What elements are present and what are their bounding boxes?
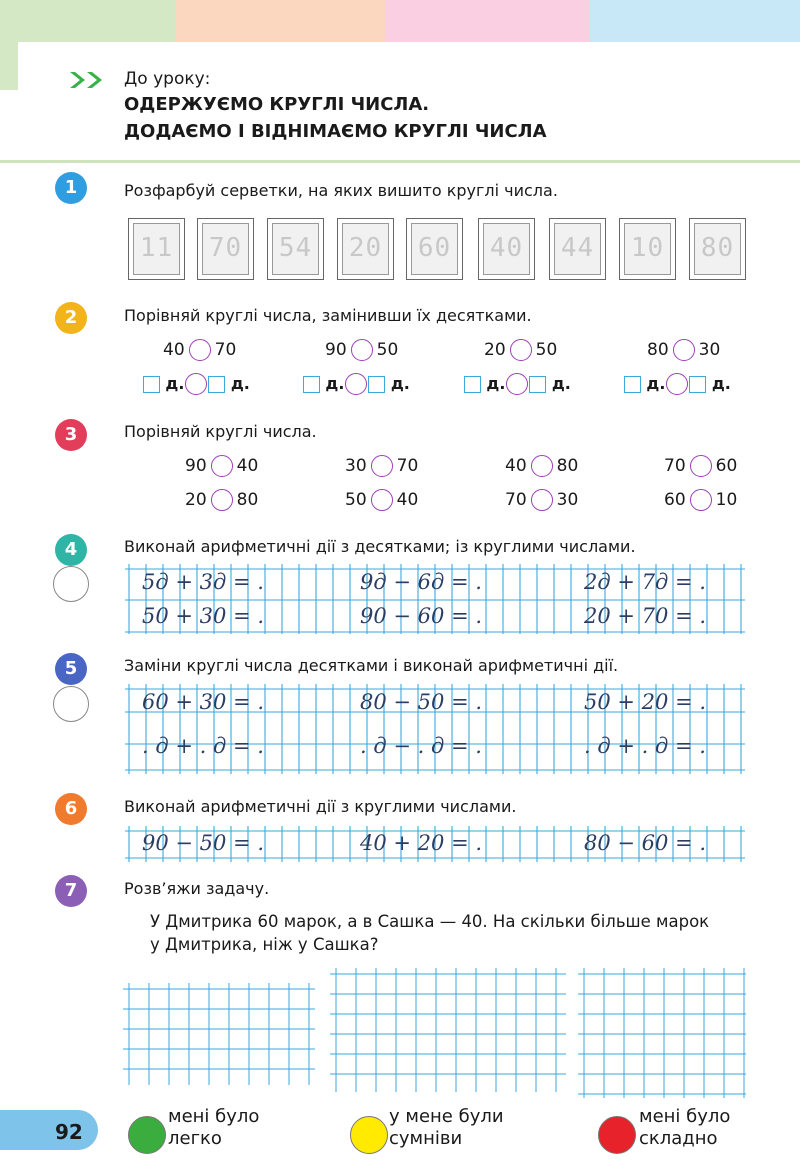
task-5-text: Заміни круглі числа десятками і виконай арифметичні дії. — [124, 656, 619, 675]
task-number-2: 2 — [55, 302, 87, 334]
compare-item: 20 50 — [484, 340, 558, 360]
tens-compare: д. д. — [624, 373, 731, 395]
answer-box[interactable] — [208, 376, 225, 393]
answer-box[interactable] — [143, 376, 160, 393]
page-title-line2: ДОДАЄМО І ВІДНІМАЄМО КРУГЛІ ЧИСЛА — [124, 121, 547, 142]
mood-hard-label: мені було складно — [639, 1106, 731, 1149]
solution-grid-left — [123, 983, 315, 1085]
mood-easy-label: мені було легко — [168, 1106, 260, 1149]
expr: . д − . д = . — [360, 734, 482, 758]
compare-item: 80 30 — [647, 340, 721, 360]
compare-circle[interactable] — [345, 373, 367, 395]
task-number-5: 5 — [55, 653, 87, 685]
task-number-6: 6 — [55, 793, 87, 825]
napkin[interactable]: 10 — [619, 218, 676, 280]
compare-circle[interactable] — [531, 489, 553, 511]
top-band-orange — [175, 0, 385, 42]
compare-circle[interactable] — [371, 455, 393, 477]
compare-circle[interactable] — [690, 455, 712, 477]
solution-grid-middle — [330, 968, 566, 1092]
self-check-circle[interactable] — [53, 686, 89, 722]
left-green-strip — [0, 42, 18, 90]
expr: . д + . д = . — [142, 734, 264, 758]
problem-line-1: У Дмитрика 60 марок, а в Сашка — 40. На скільки більше марок — [150, 912, 710, 931]
task-6-text: Виконай арифметичні дії з круглими числами. — [124, 797, 517, 816]
expr: 90 − 60 = . — [360, 604, 483, 628]
answer-box[interactable] — [464, 376, 481, 393]
napkin[interactable]: 60 — [406, 218, 463, 280]
mood-doubt-circle[interactable] — [350, 1116, 388, 1154]
expr: 20 + 70 = . — [584, 604, 707, 628]
mood-easy-circle[interactable] — [128, 1116, 166, 1154]
napkin[interactable]: 40 — [478, 218, 535, 280]
expr: 50 + 20 = . — [584, 690, 707, 714]
compare-item: 40 80 — [505, 456, 579, 476]
task-7-text: Розв’яжи задачу. — [124, 879, 270, 898]
compare-circle[interactable] — [666, 373, 688, 395]
compare-item: 60 10 — [664, 490, 738, 510]
task-number-7: 7 — [55, 875, 87, 907]
task-number-1: 1 — [55, 172, 87, 204]
compare-item: 50 40 — [345, 490, 419, 510]
expr: . д + . д = . — [584, 734, 706, 758]
napkin[interactable]: 54 — [267, 218, 324, 280]
header-pre: До уроку: — [124, 69, 211, 89]
expr: 5д + 3д = . — [142, 570, 264, 594]
compare-circle[interactable] — [211, 489, 233, 511]
compare-circle[interactable] — [189, 339, 211, 361]
compare-item: 30 70 — [345, 456, 419, 476]
napkin[interactable]: 11 — [128, 218, 185, 280]
compare-circle[interactable] — [185, 373, 207, 395]
tens-compare: д. д. — [303, 373, 410, 395]
compare-circle[interactable] — [531, 455, 553, 477]
answer-box[interactable] — [689, 376, 706, 393]
answer-box[interactable] — [624, 376, 641, 393]
compare-circle[interactable] — [506, 373, 528, 395]
compare-item: 20 80 — [185, 490, 259, 510]
solution-grid-right — [578, 968, 746, 1098]
task-number-4: 4 — [55, 534, 87, 566]
double-chevron-icon — [68, 70, 108, 90]
top-band-pink — [385, 0, 590, 42]
expr: 2д + 7д = . — [584, 570, 706, 594]
header-divider — [0, 160, 800, 163]
compare-circle[interactable] — [690, 489, 712, 511]
answer-box[interactable] — [303, 376, 320, 393]
mood-hard-circle[interactable] — [598, 1116, 636, 1154]
page-number-tab — [0, 1110, 98, 1150]
mood-doubt-label: у мене були сумніви — [389, 1106, 504, 1149]
expr: 9д − 6д = . — [360, 570, 482, 594]
task-3-text: Порівняй круглі числа. — [124, 422, 317, 441]
tens-compare: д. д. — [143, 373, 250, 395]
expr: 50 + 30 = . — [142, 604, 265, 628]
expr: 40 + 20 = . — [360, 831, 483, 855]
task-1-text: Розфарбуй серветки, на яких вишито круглі числа. — [124, 181, 558, 200]
answer-box[interactable] — [368, 376, 385, 393]
expr: 80 − 60 = . — [584, 831, 707, 855]
expr: 60 + 30 = . — [142, 690, 265, 714]
task-4-text: Виконай арифметичні дії з десятками; із круглими числами. — [124, 537, 636, 556]
napkin[interactable]: 20 — [337, 218, 394, 280]
page-number: 92 — [55, 1120, 83, 1144]
compare-circle[interactable] — [371, 489, 393, 511]
answer-box[interactable] — [529, 376, 546, 393]
task-number-3: 3 — [55, 419, 87, 451]
compare-circle[interactable] — [351, 339, 373, 361]
compare-circle[interactable] — [211, 455, 233, 477]
page-title-line1: ОДЕРЖУЄМО КРУГЛІ ЧИСЛА. — [124, 94, 430, 115]
napkin[interactable]: 44 — [549, 218, 606, 280]
compare-item: 40 70 — [163, 340, 237, 360]
problem-line-2: у Дмитрика, ніж у Сашка? — [150, 935, 379, 954]
expr: 80 − 50 = . — [360, 690, 483, 714]
expr: 90 − 50 = . — [142, 831, 265, 855]
task-2-text: Порівняй круглі числа, замінивши їх десятками. — [124, 306, 532, 325]
compare-item: 90 40 — [185, 456, 259, 476]
tens-compare: д. д. — [464, 373, 571, 395]
compare-item: 70 60 — [664, 456, 738, 476]
compare-circle[interactable] — [673, 339, 695, 361]
compare-circle[interactable] — [510, 339, 532, 361]
compare-item: 90 50 — [325, 340, 399, 360]
napkin[interactable]: 80 — [689, 218, 746, 280]
top-band-blue — [590, 0, 800, 42]
top-band-green — [0, 0, 175, 42]
compare-item: 70 30 — [505, 490, 579, 510]
napkin[interactable]: 70 — [197, 218, 254, 280]
self-check-circle[interactable] — [53, 566, 89, 602]
